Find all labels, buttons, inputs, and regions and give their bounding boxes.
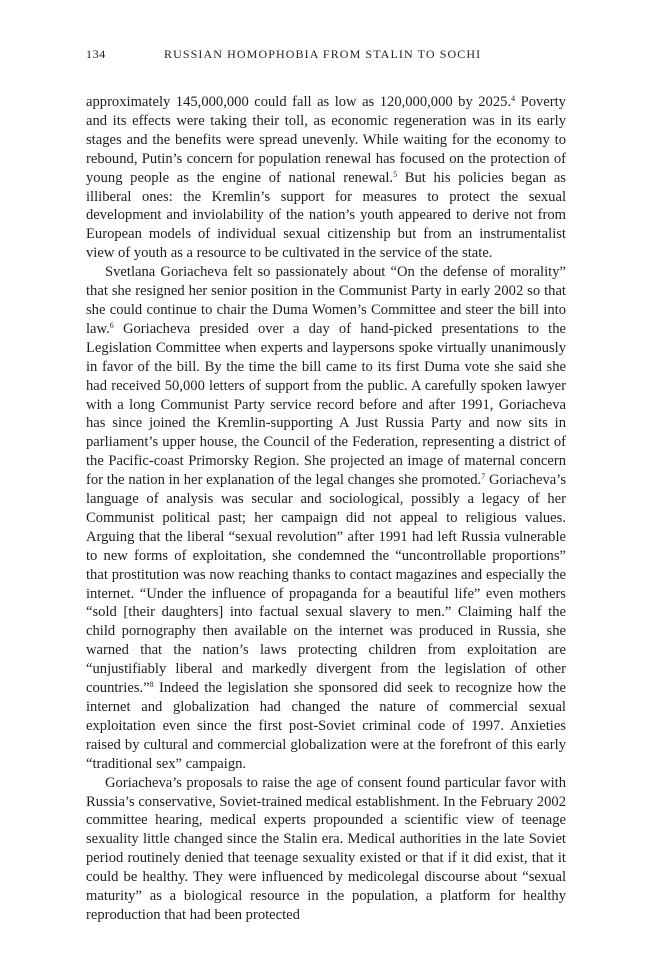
text-run: Poverty and its effects were taking their toll, as economic regeneration was in its early stages and the benefits were spread unevenly. While waiting for the economy to rebound, Putin’s concern for population renewal has focused on the protection of young people as the engine of national renewal.: [86, 94, 566, 186]
text-run: Indeed the legislation she sponsored did seek to recognize how the internet and globalization had changed the nature of commercial sexual exploitation even since the first post-Soviet criminal code of 1997. Anxieties raised by cultural and commercial globalization were at the forefront of this early “traditional sex” campaign.: [86, 680, 566, 772]
text-run: Goriacheva’s language of analysis was secular and sociological, possibly a legacy of her Communist political past; her campaign did not appeal to religious values. Arguing that the liberal “sexual revolution” after 1991 had left Russia vulnerable to new forms of exploitation, she condemned the “uncontrollable proportions” that prostitution was now reaching thanks to contact magazines and especially the internet. “Under the influence of propaganda for a beautiful life” even mothers “sold [their daughters] into factual sexual slavery to men.” Claiming half the child pornography then available on the internet was produced in Russia, she warned that the nation’s laws protecting children from exploitation are “unjustifiably liberal and markedly divergent from the legislation of other countries.”: [86, 472, 567, 697]
footnote-marker: 6: [109, 320, 114, 330]
footnote-marker: 4: [511, 94, 516, 103]
text-run: Goriacheva presided over a day of hand-picked presentations to the Legislation Committee when experts and laypersons spoke virtually unanimously in favor of the bill. By the time the bill came to its first Duma vote she said she had received 50,000 letters of support from the public. A carefully spoken lawyer with a long Communist Party service record before and after 1991, Goriacheva has since joined the Kremlin-supporting A Just Russia Party and now sits in parliament’s upper house, the Council of the Federation, representing a district of the Pacific-coast Primorsky Region. She projected an image of maternal concern for the nation in her explanation of the legal changes she promoted.: [86, 320, 566, 489]
paragraph: [86, 774, 566, 925]
text-run: But his policies began as illiberal ones: the Kremlin’s support for measures to protect the sexual development and inviolability of the nation’s youth appeared to derive not from European models of individual sexual citizenship but from an instrumentalist view of youth as a resource to be cultivated in the service of the state.: [86, 169, 566, 262]
body-text: [86, 93, 566, 925]
page-number: 134: [86, 47, 106, 61]
footnote-marker: 5: [393, 169, 398, 179]
footnote-marker: 7: [481, 472, 486, 482]
running-title: RUSSIAN HOMOPHOBIA FROM STALIN TO SOCHI: [164, 47, 482, 61]
paragraph: [86, 93, 566, 263]
text-run: approximately 145,000,000 could fall as low as 120,000,000 by 2025.: [86, 94, 512, 110]
text-run: Goriacheva’s proposals to raise the age of consent found particular favor with Russia’s conservative, Soviet-trained medical establishment. In the February 2002 committee hearing, medical experts propounded a scientific view of teenage sexuality little changed since the Stalin era. Medical authorities in the late Soviet period routinely denied that teenage sexuality existed or that if it did exist, that it could be healthy. They were influenced by medicolegal discourse about “sexual maturity” as a biological resource in the population, a platform for healthy reproduction that had been protected: [86, 774, 566, 923]
text-run: Svetlana Goriacheva felt so passionately about “On the defense of morality” that she resigned her senior position in the Communist Party in early 2002 so that she could continue to chair the Duma Women’s Committee and steer the bill into law.: [86, 264, 566, 337]
footnote-marker: 8: [149, 680, 154, 690]
paragraph: [86, 263, 566, 773]
